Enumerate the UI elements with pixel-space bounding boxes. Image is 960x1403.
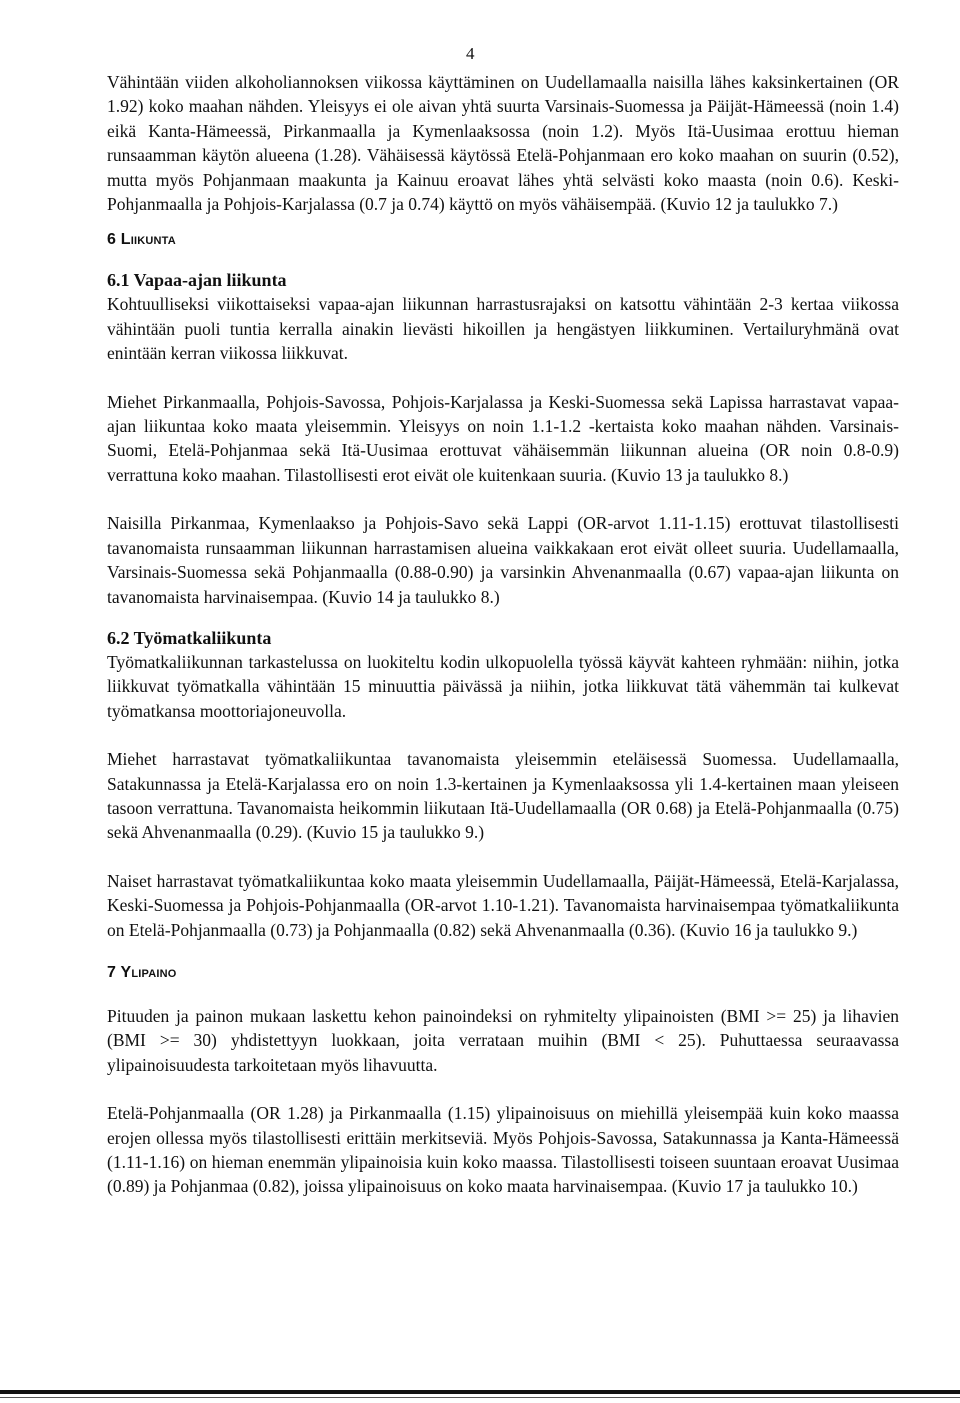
body-paragraph: Työmatkaliikunnan tarkastelussa on luokiteltu kodin ulkopuolella työssä käyvät kahteen ryhmään: niihin, jotka liikkuvat työmatkalla vähintään 15 minuuttia päivässä ja niihin, jotka liikkuvat tätä vähemmän tai kulkevat työmatkansa moottoriajoneuvolla. (107, 651, 899, 721)
body-paragraph: Kohtuulliseksi viikottaiseksi vapaa-ajan liikunnan harrastusrajaksi on katsottu vähintään 2-3 kertaa viikossa vähintään puoli tuntia kerralla ainakin lievästi hikoillen ja hengästyen liikkuminen. Vertailuryhmänä ovat enintään kerran viikossa liikkuvat. (107, 294, 899, 364)
section-heading-liikunta: 6 Liikunta (107, 231, 176, 249)
page-number: 4 (466, 44, 475, 63)
body-paragraph: Naiset harrastavat työmatkaliikuntaa koko maata yleisemmin Uudellamaalla, Päijät-Hämeessä, Etelä-Karjalassa, Keski-Suomessa ja Pohjois-Pohjanmaalla (OR-arvot 1.10-1.21). Tavanomaista harvinaisempaa työmatkaliikunta on Etelä-Pohjanmaalla (0.73) ja Pohjanmaalla (0.82) sekä Ahvenanmaalla (0.36). (Kuvio 16 ja taulukko 9.) (107, 870, 899, 940)
body-paragraph: Etelä-Pohjanmaalla (OR 1.28) ja Pirkanmaalla (1.15) ylipainoisuus on miehillä yleisempää kuin koko maassa erojen ollessa myös tilastollisesti erittäin merkitseviä. Myös Pohjois-Savossa, Satakunnassa ja Kanta-Hämeessä (1.11-1.16) on hieman enemmän ylipainoisia kuin koko maassa. Tilastollisesti toiseen suuntaan eroavat Uusimaa (0.89) ja Pohjanmaa (0.82), joissa ylipainoisuus on koko maata harvinaisempaa. (Kuvio 17 ja taulukko 10.) (107, 1103, 899, 1197)
body-paragraph: Miehet harrastavat työmatkaliikuntaa tavanomaista yleisemmin eteläisessä Suomessa. Uudellamaalla, Satakunnassa ja Etelä-Karjalassa ero on noin 1.3-kertainen ja Kymenlaaksossa yli 1.4-kertainen maan yleiseen tasoon verrattuna. Tavanomaista heikommin liikutaan Itä-Uudellamaalla (OR 0.68) ja Etelä-Pohjanmaalla (0.75) sekä Ahvenanmaalla (0.29). (Kuvio 15 ja taulukko 9.) (107, 749, 899, 843)
footer-rule-thin (0, 1397, 960, 1398)
intro-paragraph: Vähintään viiden alkoholiannoksen viikossa käyttäminen on Uudellamaalla naisilla lähes kaksinkertainen (OR 1.92) koko maahan nähden. Yleisyys ei ole aivan yhtä suurta Varsinais-Suomessa ja Päijät-Hämeessä (noin 1.4) eikä Kanta-Hämeessä, Pirkanmaalla ja Kymenlaaksossa (noin 1.2). Myös Itä-Uusimaa erottuu hieman runsaamman käytön alueena (1.28). Vähäisessä käytössä Etelä-Pohjanmaan ero koko maahan on suurin (0.52), mutta myös Pohjanmaan maakunta ja Kainuu eroavat lähes yhtä selvästi koko maasta (noin 0.6). Keski-Pohjanmaalla ja Pohjois-Karjalassa (0.7 ja 0.74) käyttö on myös vähäisempää. (Kuvio 12 ja taulukko 7.) (107, 72, 899, 215)
document-body (107, 70, 899, 1199)
body-paragraph: Pituuden ja painon mukaan laskettu kehon painoindeksi on ryhmitelty ylipainoisten (BMI >= 25) ja lihavien (BMI >= 30) yhdistettyyn luokkaan, joita verrataan muihin (BMI < 25). Puhuttaessa seuraavassa ylipainoisuudesta tarkoitetaan myös lihavuutta. (107, 1005, 899, 1075)
subsection-heading-vapaa-ajan-liikunta: 6.1 Vapaa-ajan liikunta (107, 270, 287, 291)
subsection-heading-tyomatkaliikunta: 6.2 Työmatkaliikunta (107, 627, 272, 648)
body-paragraph: Miehet Pirkanmaalla, Pohjois-Savossa, Pohjois-Karjalassa ja Keski-Suomessa sekä Lapissa harrastavat vapaa-ajan liikuntaa koko maata yleisemmin. Yleisyys on noin 1.1-1.2 -kertaista koko maahan nähden. Varsinais-Suomi, Etelä-Pohjanmaa sekä Itä-Uusimaa erottuvat vähäisemmän liikunnan alueina (OR noin 0.8-0.9) verrattuna koko maahan. Tilastollisesti erot eivät ole kuitenkaan suuria. (Kuvio 13 ja taulukko 8.) (107, 391, 899, 485)
footer-rule (0, 1390, 960, 1394)
section-heading-ylipaino: 7 Ylipaino (107, 963, 177, 981)
body-paragraph: Naisilla Pirkanmaa, Kymenlaakso ja Pohjois-Savo sekä Lappi (OR-arvot 1.11-1.15) erottuvat tilastollisesti tavanomaista runsaamman liikunnan harrastamisen alueina vaikkakaan erot eivät olleet suuria. Uudellamaalla, Varsinais-Suomessa sekä Pohjanmaalla (0.88-0.90) ja varsinkin Ahvenanmaalla (0.67) vapaa-ajan liikunta on tavanomaista harvinaisempaa. (Kuvio 14 ja taulukko 8.) (107, 513, 899, 607)
